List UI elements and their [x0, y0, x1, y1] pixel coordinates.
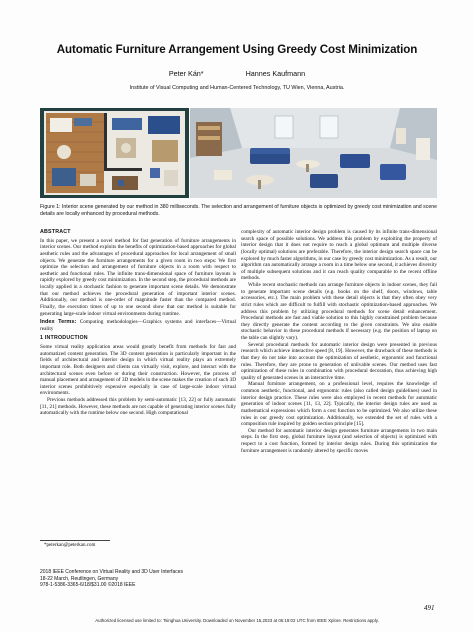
- body-paragraph: Our method for automatic interior design generates furniture arrangements in two main steps. In the first step, global furniture layout (and selection of objects) is optimized with respect to a cost function, formed by interior design rules. During this optimization the furniture arrangement is randomly altered by specific moves: [241, 427, 437, 454]
- paper-title: Automatic Furniture Arrangement Using Greedy Cost Minimization: [56, 43, 418, 56]
- footnote-rule: [40, 540, 110, 541]
- conference-line: 978-1-5386-3365-6/18/$31.00 ©2018 IEEE: [40, 582, 136, 588]
- abstract-text: In this paper, we present a novel method for fast generation of furniture arrangements in interior scenes. Our method exploits the benefits of optimization-based approaches for global aesthetic rules and the advantages of procedural approaches for local arrangement of small objects. We generate the furniture arrangements for a given room in two steps: We first optimize the selection and arrangement of furniture objects in a room with respect to aesthetic and functional rules. The infinite trans-dimensional space of furniture layouts is rapidly explored by greedy cost minimization. In the second step, the procedural methods are locally applied in a stochastic fashion to generate important scene details. We demonstrate that our method achieves the procedural generation of important interior scenes. Additionally, our method is one-order of magnitude faster than the compared method. Finally, the execution times of up to one second show that our method is suitable for generating large-scale indoor virtual environments during runtime.: [40, 237, 236, 317]
- index-terms-label: Index Terms:: [40, 319, 77, 326]
- body-paragraph: Several procedural methods for automatic interior design were presented in previous research which achieve interactive speed [8, 19]. However, the drawback of these methods is that they do not take into account the optimization of aesthetic, ergonomic and functional rules. Therefore, they are prone to generation of unlivable scenes. Our method uses fast optimization of these rules in combination with procedural decoration, thus achieving high quality of generated scenes in an interactive time.: [241, 341, 437, 381]
- affiliation: Institute of Visual Computing and Human-Centered Technology, TU Wien, Vienna, Austria.: [129, 85, 345, 91]
- conference-line: 18-22 March, Reutlingen, Germany: [40, 575, 119, 582]
- conference-line: 2018 IEEE Conference on Virtual Reality and 3D User Interfaces: [40, 569, 184, 575]
- conference-info: [40, 569, 236, 589]
- figure-top-view-image: [40, 108, 189, 198]
- intro-paragraph: Previous methods addressed this problem by semi-automatic [13, 22] or fully automatic [11, 21] methods. However, these methods are not capable of generating interior scenes fully automatically with the runtime below one second. High computational: [40, 397, 236, 417]
- author-list: [20, 69, 454, 78]
- intro-paragraph: Some virtual reality application areas would greatly benefit from methods for fast and automatized content generation. The 3D content generation is particularly important in the fields of architectural and interior design in which virtual reality plays an extremely important role. Both designers and clients can virtually visit, explore, and interact with the architectural scenes even before or during their construction. However, the process of manual placement and arrangement of 3D models in the scene makes the creation of such 3D interior scenes prohibitively expensive especially in case of large-scale indoor virtual environments.: [40, 344, 236, 397]
- license-notice: Authorized licensed use limited to: Tsinghua University. Downloaded on November 15,2023 at 06:19:02 UTC from IEEE Xplore. Restrictions apply.: [95, 618, 379, 623]
- index-terms: [40, 319, 236, 332]
- introduction-heading: 1 INTRODUCTION: [40, 335, 88, 342]
- abstract-heading: ABSTRACT: [40, 229, 71, 235]
- author-name: Hannes Kaufmann: [245, 69, 306, 78]
- page-number: 491: [424, 604, 435, 612]
- left-column-body: [40, 229, 236, 532]
- right-column: [241, 229, 437, 601]
- author-name: Peter Kán*: [168, 69, 204, 78]
- figure-caption: Figure 1: Interior scene generated by our method in 380 milliseconds. The selection and arrangement of furniture objects is optimized by greedy cost minimization and scene details are locally enhanced by procedural methods.: [40, 204, 437, 218]
- body-paragraph: Manual furniture arrangement, on a professional level, requires the knowledge of common aesthetic, functional, and ergonomic rules (also called design guidelines) used in interior design practice. These rules were also employed in recent methods for automatic generation of indoor scenes [11, 13, 22]. Typically, the interior design rules are used as mathematical expressions which form a cost function to be optimized. We also utilize these rules in our greedy cost optimization. Additionally, we extended the set of rules with a composition rule inspired by golden section principle [15].: [241, 381, 437, 428]
- top-view-render: [40, 108, 189, 198]
- author-email-footnote: *peterkan@peterkan.com: [44, 543, 96, 548]
- left-column: [40, 229, 236, 532]
- body-paragraph: While recent stochastic methods can arrange furniture objects in indoor scenes, they fail to generate important scene details (e.g. books on the shelf, doors, windows, table accessories, etc.). The main problem with these detail objects is that they often obey very strict rules which are difficult to fulfill with stochastic optimization-based approaches. We address this problem by utilizing procedural methods for scene detail enhancement. Procedural methods are fast and viable solution to this highly constrained problem because they directly generate the content according to the given constraints. We also enable stochastic behavior in these procedural methods if necessary (e.g. the position of laptop on the table can slightly vary).: [241, 282, 437, 341]
- body-paragraph: complexity of automatic interior design problem is caused by its infinite trans-dimensional search space of possible solutions. We address this problem by exploiting the property of interior design that it does not require to reach a global optimum and multiple diverse (locally optimal) solutions are preferable. Therefore, the interior design search space can be explored by much faster algorithms, in our case by greedy cost minimization. As a result, our algorithm can automatically arrange a room in a time below one second, it achieves diversity of multiple subsequent solutions and it can reach quality comparable to the recent offline methods.: [241, 229, 437, 282]
- perspective-render: [190, 108, 437, 198]
- index-terms-text: Computing methodologies—Graphics systems and interfaces—Virtual reality: [40, 319, 236, 332]
- figure-perspective-image: [190, 108, 437, 198]
